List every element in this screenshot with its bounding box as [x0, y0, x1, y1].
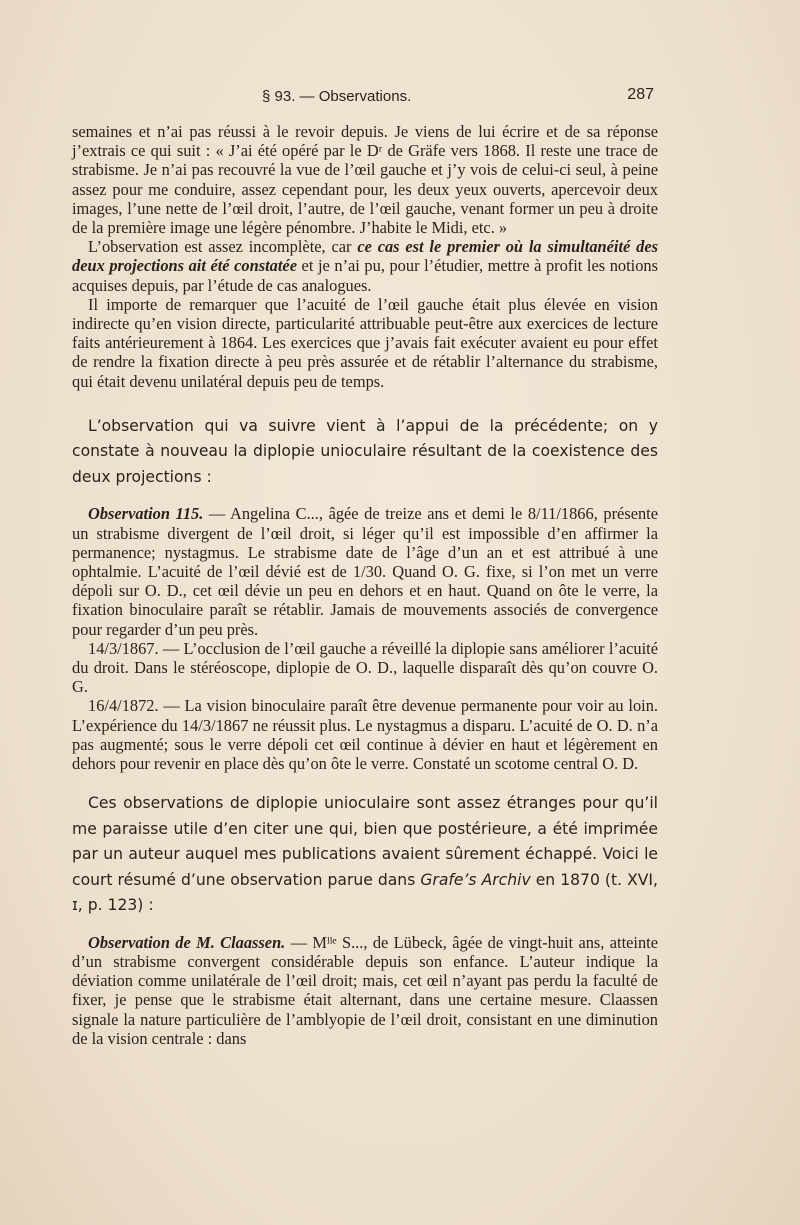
page-number: 287: [627, 86, 654, 103]
observation-115: [72, 504, 658, 773]
observation-claassen-p1: Observation de M. Claassen. — Mˡˡᵉ S..., de Lübeck, âgée de vingt-huit ans, atteinte d’un strabisme convergent considérable depuis son enfance. L’auteur indique la déviation comme unilatérale de l’œil droit; mais, cet œil n’ayant pas perdu la faculté de fixer, je pense que le strabisme était alternant, dans une certaine mesure. Claassen signale la nature particulière de l’amblyopie de l’œil droit, consistant en une diminution de la vision centrale : dans: [72, 932, 658, 1048]
text-block-1: [72, 122, 658, 391]
paragraph-continuation: semaines et n’ai pas réussi à le revoir depuis. Je viens de lui écrire et de sa réponse j’extrais ce qui suit : « J’ai été opéré par le Dʳ de Gräfe vers 1868. Il reste une trace de strabisme. Je n’ai pas recouvré la vue de l’œil gauche et j’y vois de celui-ci seul, à peine assez pour me conduire, assez cependant pour, les deux yeux ouverts, apercevoir deux images, l’une nette de l’œil droit, l’autre, de l’œil gauche, venant former un peu à droite de la première image une légère pénombre. J’habite le Midi, etc. »: [72, 122, 658, 238]
observation-115-p2: 14/3/1867. — L’occlusion de l’œil gauche a réveillé la diplopie sans améliorer l’acuité du droit. Dans le stéréoscope, diplopie de O. D., laquelle disparaît dès qu’on couvre O. G.: [72, 638, 658, 697]
section-paragraph-1: L’observation qui va suivre vient à l’appui de la précédente; on y constate à nouveau la diplopie unioculaire résultant de la coexistence des deux projections :: [72, 416, 658, 486]
observation-115-p3: 16/4/1872. — La vision binoculaire paraît être devenue permanente pour voir au loin. L’expérience du 14/3/1867 ne réussit plus. Le nystagmus a disparu. L’acuité de O. D. n’a pas augmenté; sous le verre dépoli cet œil continue à dévier en haut et légèrement en dehors pour revenir en place dès qu’on ôte le verre. Constaté un scotome central O. D.: [72, 696, 658, 773]
observation-115-p1: Observation 115. — Angelina C..., âgée de treize ans et demi le 8/11/1866, présente un strabisme divergent de l’œil droit, si léger qu’il est impossible d’en affirmer la permanence; nystagmus. Le strabisme date de l’âge d’un an et est attribué à une ophtalmie. L’acuité de l’œil dévié est de 1/30. Quand O. G. fixe, si l’on met un verre dépoli sur O. D., cet œil dévie un peu en dehors et en haut. Quand on ôte le verre, la fixation binoculaire paraît se rétablir. Jamais de mouvements associés de convergence pour regarder d’un peu près.: [72, 504, 658, 639]
observation-title: Observation de M. Claassen.: [88, 932, 286, 952]
running-header: [72, 82, 658, 108]
observation-title: Observation 115.: [88, 504, 204, 524]
page: [72, 82, 658, 1048]
running-title: § 93. — Observations.: [262, 88, 412, 105]
observation-claassen: [72, 933, 658, 1048]
paragraph-2: L’observation est assez incomplète, car ce cas est le premier où la simultanéité des deux projections ait été constatée et je n’ai pu, pour l’étudier, mettre à profit les notions acquises depuis, par l’étude de cas analogues.: [72, 237, 658, 295]
journal-title: Grafe’s Archiv: [420, 870, 531, 889]
section-paragraph-2: Ces observations de diplopie unioculaire sont assez étranges pour qu’il me paraisse utile d’en citer une qui, bien que postérieure, a été imprimée par un auteur auquel mes publications avaient sûrement échappé. Voici le court résumé d’une observation parue dans Grafe’s Archiv en 1870 (t. XVI, ɪ, p. 123) :: [72, 794, 658, 915]
paragraph-3: Il importe de remarquer que l’acuité de l’œil gauche était plus élevée en vision indirecte qu’en vision directe, particularité attribuable peut-être aux exercices de lecture faits antérieurement à 1864. Les exercices que j’avais fait exécuter avaient eu pour effet de rendre la fixation directe à peu près assurée et de rétablir l’alternance du strabisme, qui était devenu unilatéral depuis peu de temps.: [72, 294, 658, 391]
emphasis: ce cas est le premier où la simultanéité des deux projections ait été constatée: [72, 237, 658, 276]
